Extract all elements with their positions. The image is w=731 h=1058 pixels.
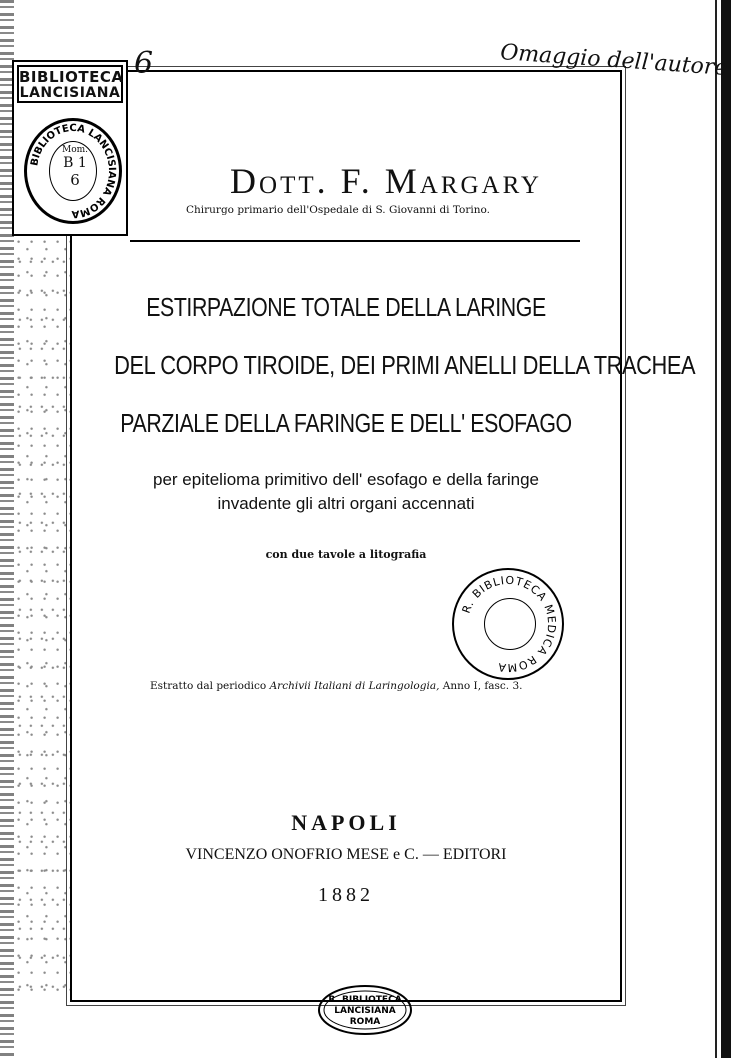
bottom-stamp-line3: ROMA	[349, 1017, 381, 1027]
library-seal-text: BIBLIOTECA LANCISIANA ROMA	[29, 122, 118, 220]
paper-speckle	[16, 240, 71, 1000]
library-stamp	[12, 60, 128, 236]
shelfmark-line2: 6	[70, 171, 80, 189]
bottom-library-stamp	[316, 983, 414, 1037]
shelfmark-line1: B 1	[63, 155, 87, 171]
plates-note: con due tavole a litografia	[265, 548, 427, 561]
title-line-1: ESTIRPAZIONE TOTALE DELLA LARINGE	[146, 292, 546, 322]
author-prefix: Dott.	[230, 161, 329, 201]
shelfmark-label: Mom.	[61, 145, 89, 155]
imprint-city: NAPOLI	[291, 810, 401, 835]
header-rule	[130, 240, 580, 242]
library-label	[17, 65, 123, 103]
imprint-publisher: VINCENZO ONOFRIO MESE e C. — EDITORI	[185, 846, 507, 863]
extract-prefix: Estratto dal periodico	[150, 680, 267, 692]
library-label-line2: LANCISIANA	[19, 85, 121, 101]
subtitle-line-1: per epitelioma primitivo dell' esofago e della faringe	[153, 470, 539, 489]
library-label-line1: BIBLIOTECA	[19, 68, 124, 86]
title-line-3: PARZIALE DELLA FARINGE E DELL' ESOFAGO	[120, 408, 572, 438]
handwritten-number: 6	[134, 46, 154, 81]
extract-suffix: Anno I, fasc. 3.	[442, 680, 523, 692]
title-line-2: DEL CORPO TIROIDE, DEI PRIMI ANELLI DELLA TRACHEA	[114, 350, 696, 380]
bottom-stamp-line2: LANCISIANA	[334, 1006, 396, 1016]
subtitle-line-2: invadente gli altri organi accennati	[217, 494, 475, 513]
handwritten-dedication: Omaggio dell'autore	[499, 40, 729, 81]
medical-stamp-inner	[484, 598, 536, 650]
extract-note	[150, 680, 522, 692]
imprint-year: 1882	[318, 884, 374, 906]
extract-journal: Archivii Italiani di Laringologia,	[269, 680, 440, 692]
page-edge-right	[721, 0, 731, 1058]
medical-library-stamp	[452, 568, 564, 680]
medical-stamp-text: R. BIBLIOTECA MEDICA ROMA	[459, 573, 559, 675]
page-edge-line	[715, 0, 717, 1058]
author-surname: F. Margary	[340, 161, 542, 201]
bottom-stamp-line1: R. BIBLIOTECA	[328, 995, 402, 1005]
author-name	[70, 160, 622, 202]
author-affiliation: Chirurgo primario dell'Ospedale di S. Giovanni di Torino.	[186, 204, 490, 216]
